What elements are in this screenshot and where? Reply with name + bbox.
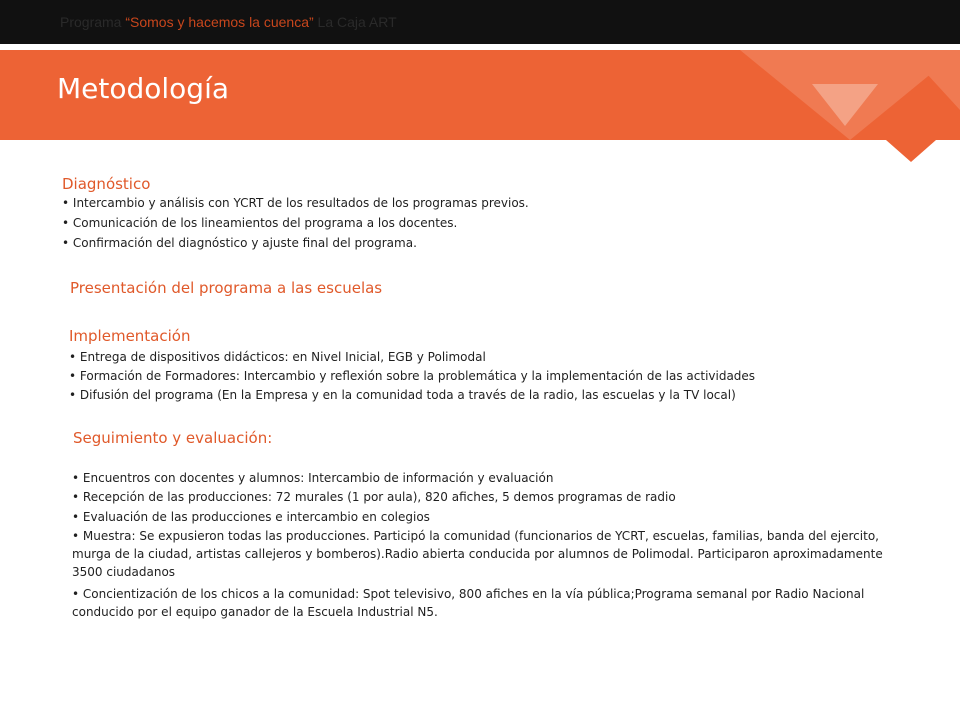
heading-implementacion: Implementación (69, 327, 191, 345)
seguimiento-item-1: • Encuentros con docentes y alumnos: Intercambio de información y evaluación (72, 469, 553, 487)
caption-suffix: La Caja ART (313, 14, 397, 30)
seguimiento-item-2: • Recepción de las producciones: 72 murales (1 por aula), 820 afiches, 5 demos programas de radio (72, 488, 676, 506)
heading-diagnostico: Diagnóstico (62, 175, 151, 193)
implementacion-item-1: • Entrega de dispositivos didácticos: en Nivel Inicial, EGB y Polimodal (69, 348, 486, 366)
page-title: Metodología (57, 72, 230, 105)
implementacion-item-3: • Difusión del programa (En la Empresa y en la comunidad toda a través de la radio, las escuelas y la TV local) (69, 386, 736, 404)
diagnostico-item-2: • Comunicación de los lineamientos del programa a los docentes. (62, 214, 457, 232)
seguimiento-item-3: • Evaluación de las producciones e intercambio en colegios (72, 508, 430, 526)
diagnostico-item-3: • Confirmación del diagnóstico y ajuste final del programa. (62, 234, 417, 252)
diagnostico-item-1: • Intercambio y análisis con YCRT de los resultados de los programas previos. (62, 194, 529, 212)
caption-prefix: Programa (60, 14, 126, 30)
heading-presentacion: Presentación del programa a las escuelas (70, 279, 383, 297)
seguimiento-item-4: • Muestra: Se expusieron todas las producciones. Participó la comunidad (funcionarios de YCRT, escuelas, familias, banda del ejercito, murga de la ciudad, artistas callejeros y bomberos).Radio abierta conducida por alumnos de Polimodal. Participaron aproximadamente 3500 ciudadanos (72, 527, 892, 581)
heading-seguimiento: Seguimiento y evaluación: (73, 429, 273, 447)
caption-program-name: “Somos y hacemos la cuenca” (125, 14, 314, 30)
seguimiento-item-5: • Concientización de los chicos a la comunidad: Spot televisivo, 800 afiches en la vía pública;Programa semanal por Radio Nacional conducido por el equipo ganador de la Escuela Industrial N5. (72, 585, 892, 621)
implementacion-item-2: • Formación de Formadores: Intercambio y reflexión sobre la problemática y la implementación de las actividades (69, 367, 755, 385)
